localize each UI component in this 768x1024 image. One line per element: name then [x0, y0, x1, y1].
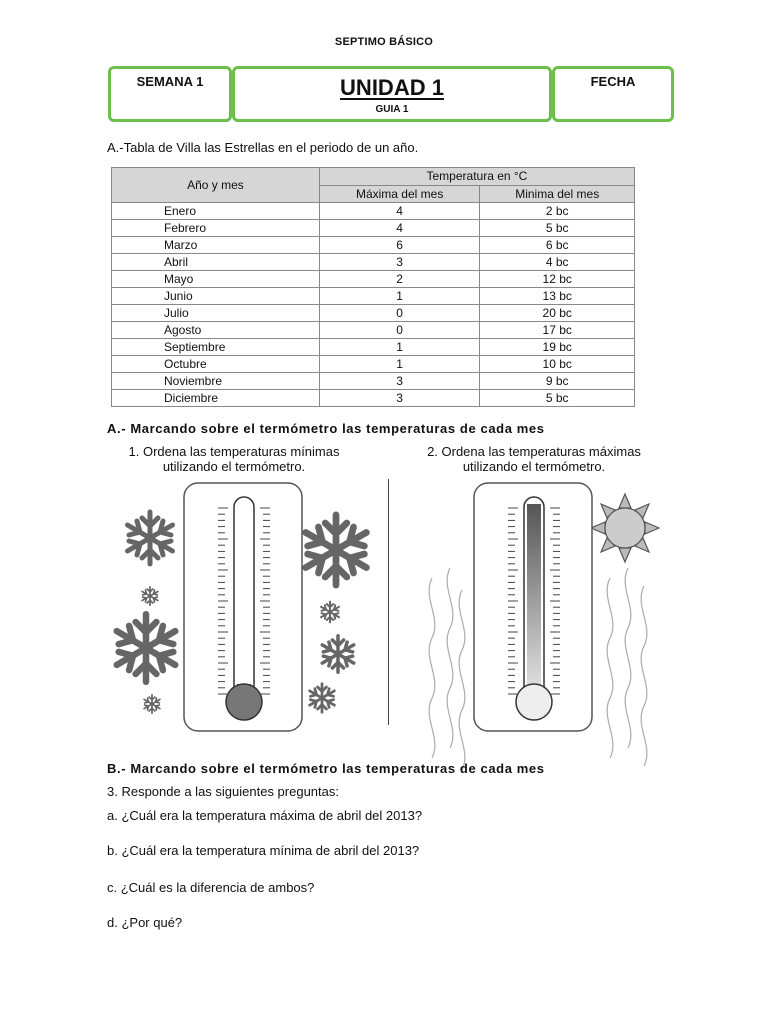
cell-max: 1	[319, 288, 480, 305]
cell-month: Agosto	[112, 322, 320, 339]
cell-max: 0	[319, 305, 480, 322]
cell-min: 2 bc	[480, 203, 635, 220]
heat-waves-left	[429, 568, 465, 770]
hot-thermometer-bulb	[516, 684, 552, 720]
cell-month: Abril	[112, 254, 320, 271]
table-row	[112, 254, 635, 271]
date-box	[552, 66, 674, 122]
instruction-left-line1: 1. Ordena las temperaturas mínimas	[128, 444, 340, 459]
table-row	[112, 339, 635, 356]
instruction-left-line2: utilizando el termómetro.	[162, 459, 306, 474]
section-a-heading: A.- Marcando sobre el termómetro las temperaturas de cada mes	[107, 421, 545, 436]
cell-max: 1	[319, 356, 480, 373]
cell-month: Julio	[112, 305, 320, 322]
table-row	[112, 271, 635, 288]
table-row	[112, 203, 635, 220]
column-header-group: Temperatura en °C	[319, 168, 634, 186]
divider	[388, 479, 389, 725]
cell-max: 6	[319, 237, 480, 254]
column-header-min: Minima del mes	[480, 185, 635, 203]
table-row	[112, 356, 635, 373]
table-row	[112, 220, 635, 237]
cold-thermometer-illustration	[100, 478, 380, 734]
cell-month: Febrero	[112, 220, 320, 237]
snowflake-icon	[310, 684, 335, 713]
cell-min: 12 bc	[480, 271, 635, 288]
column-header-max: Máxima del mes	[319, 185, 480, 203]
cell-max: 2	[319, 271, 480, 288]
snowflake-icon	[142, 587, 158, 605]
snowflake-icon	[321, 602, 339, 623]
snowflake-icon	[322, 636, 354, 672]
cell-month: Junio	[112, 288, 320, 305]
cell-month: Noviembre	[112, 373, 320, 390]
table-row	[112, 373, 635, 390]
week-label: SEMANA 1	[136, 74, 204, 89]
cell-min: 6 bc	[480, 237, 635, 254]
cell-min: 5 bc	[480, 220, 635, 237]
unit-subtitle: GUIA 1	[375, 104, 409, 115]
week-box	[108, 66, 232, 122]
cell-max: 3	[319, 390, 480, 407]
cell-max: 3	[319, 254, 480, 271]
questions-intro: 3. Responde a las siguientes preguntas:	[107, 784, 339, 799]
snowflake-icon	[128, 512, 173, 564]
date-label: FECHA	[590, 74, 636, 89]
instruction-right	[396, 444, 672, 474]
instruction-right-line1: 2. Ordena las temperaturas máximas	[427, 444, 641, 459]
cold-thermometer-tube	[234, 497, 254, 697]
cell-max: 4	[319, 203, 480, 220]
table-row	[112, 288, 635, 305]
cell-max: 4	[319, 220, 480, 237]
cell-month: Octubre	[112, 356, 320, 373]
cell-min: 13 bc	[480, 288, 635, 305]
cell-month: Marzo	[112, 237, 320, 254]
cell-month: Diciembre	[112, 390, 320, 407]
snowflake-icon	[306, 515, 367, 585]
unit-box	[232, 66, 552, 122]
table-row	[112, 322, 635, 339]
column-header-month: Año y mes	[112, 168, 320, 203]
instruction-right-line2: utilizando el termómetro.	[462, 459, 606, 474]
question-a: a. ¿Cuál era la temperatura máxima de abril del 2013?	[107, 808, 423, 823]
snowflake-icon	[117, 614, 176, 682]
section-b-heading: B.- Marcando sobre el termómetro las temperaturas de cada mes	[107, 761, 545, 776]
temperature-table	[111, 167, 635, 407]
cell-max: 3	[319, 373, 480, 390]
heat-waves-right	[607, 568, 647, 766]
cell-min: 17 bc	[480, 322, 635, 339]
question-c: c. ¿Cuál es la diferencia de ambos?	[107, 880, 315, 895]
cell-min: 9 bc	[480, 373, 635, 390]
cell-max: 0	[319, 322, 480, 339]
cell-month: Mayo	[112, 271, 320, 288]
table-row	[112, 305, 635, 322]
cold-thermometer-bulb	[226, 684, 262, 720]
question-d: d. ¿Por qué?	[107, 915, 183, 930]
table-row	[112, 237, 635, 254]
cell-month: Septiembre	[112, 339, 320, 356]
cell-min: 19 bc	[480, 339, 635, 356]
snowflake-icon	[144, 695, 160, 713]
cell-min: 10 bc	[480, 356, 635, 373]
hot-thermometer-illustration	[400, 478, 680, 734]
cell-min: 5 bc	[480, 390, 635, 407]
course-label: SEPTIMO BÁSICO	[334, 36, 434, 48]
cell-month: Enero	[112, 203, 320, 220]
table-intro: A.-Tabla de Villa las Estrellas en el periodo de un año.	[107, 140, 419, 155]
table-row	[112, 390, 635, 407]
instruction-left	[96, 444, 372, 474]
cell-max: 1	[319, 339, 480, 356]
cell-min: 4 bc	[480, 254, 635, 271]
question-b: b. ¿Cuál era la temperatura mínima de abril del 2013?	[107, 843, 420, 858]
unit-title: UNIDAD 1	[340, 75, 444, 100]
hot-thermometer-fill	[527, 504, 541, 700]
cell-min: 20 bc	[480, 305, 635, 322]
sun-icon	[591, 494, 659, 562]
